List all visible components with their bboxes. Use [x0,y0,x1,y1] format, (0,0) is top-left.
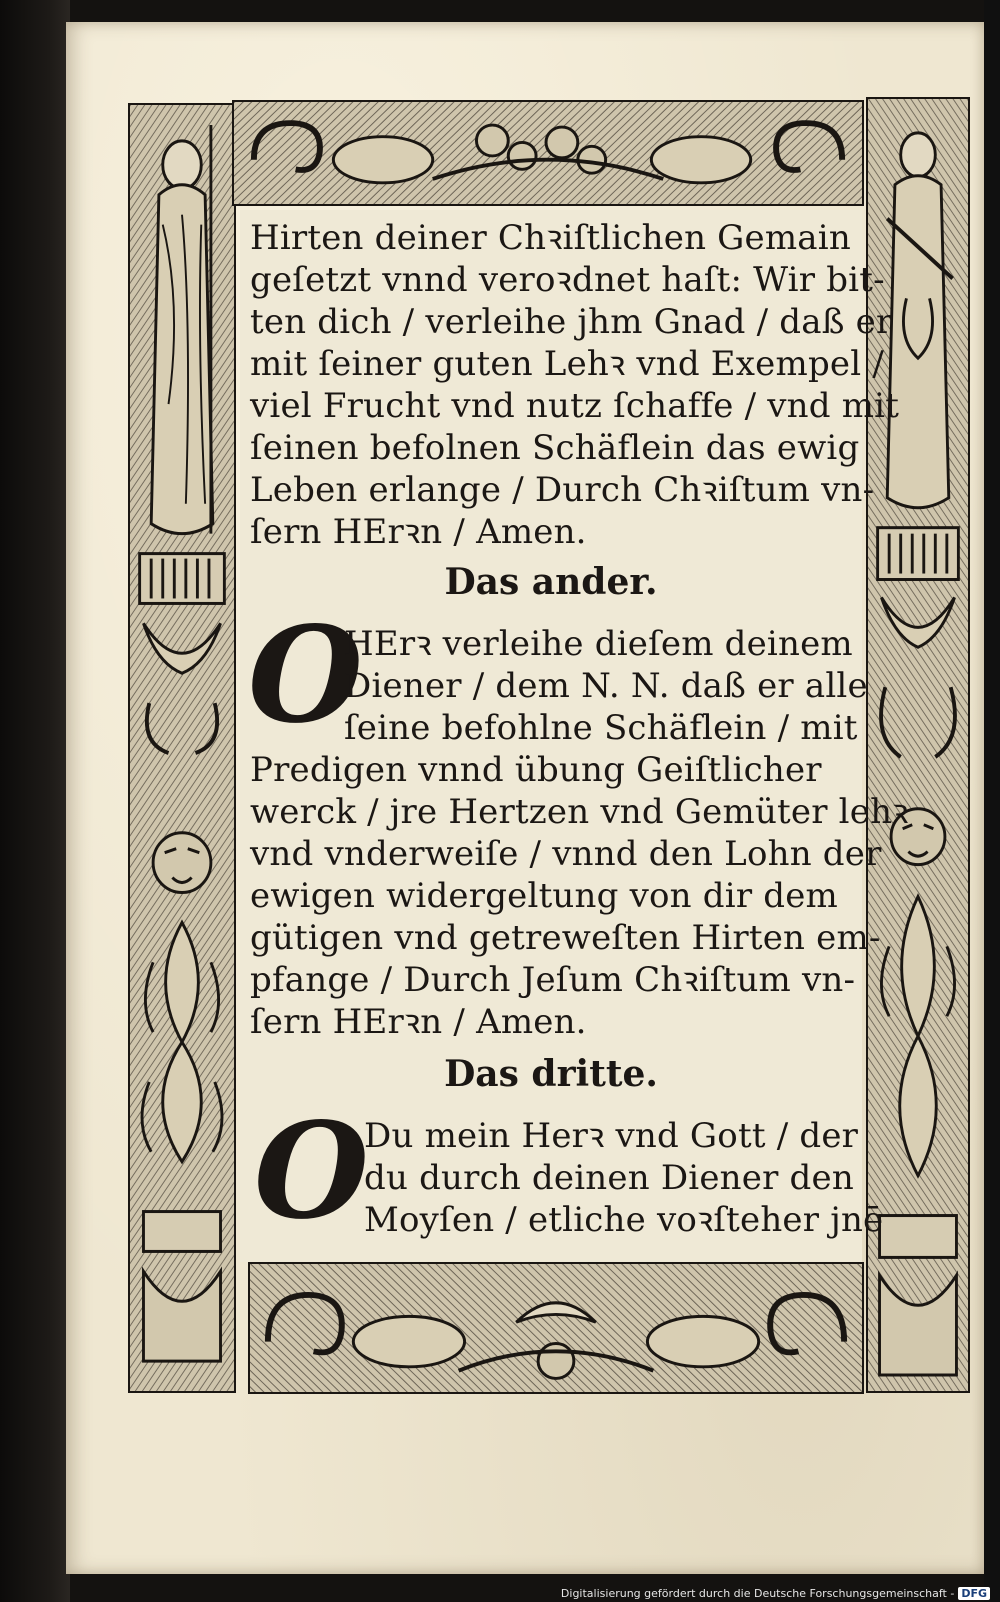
digitization-credit [561,1587,990,1600]
scanner-background-right [984,0,1000,1602]
text-line: Diener / dem N. N. daß er alle [344,666,868,706]
text-line: ſeine befohlne Schäflein / mit [344,708,858,748]
text-block [240,210,909,1262]
text-line: ſeinen befolnen Schäflein das ewig [250,428,860,468]
text-line: ſern HErꝛn / Amen. [250,1002,587,1042]
text-line: gütigen vnd getreweſten Hirten em- [250,918,881,958]
text-line: werck / jre Hertzen vnd Gemüter lehꝛ [250,792,909,832]
dfg-logo: DFG [958,1587,990,1600]
text-line: viel Frucht vnd nutz ſchaffe / vnd mit [250,386,900,426]
text-line: HErꝛ verleihe dieſem deinem [344,624,853,664]
text-line: pfange / Durch Jeſum Chꝛiſtum vn- [250,960,856,1000]
text-line: vnd vnderweiſe / vnnd den Lohn der [250,834,882,874]
credit-text: Digitalisierung gefördert durch die Deutsche Forschungsgemeinschaft - [560,1587,955,1600]
text-line: ewigen widergeltung von dir dem [250,876,839,916]
text-line: ten dich / verleihe jhm Gnad / daß er [250,302,893,342]
text-line: du durch deinen Diener den [364,1158,854,1198]
text-line: mit ſeiner guten Lehꝛ vnd Exempel / [250,344,884,384]
woodcut-left-ornament [130,105,234,1391]
woodcut-bottom-ornament [250,1264,862,1392]
text-line: geſetzt vnnd veroꝛdnet haſt: Wir bit- [250,260,885,300]
scanner-background-left [0,0,70,1602]
text-line: Hirten deiner Chꝛiſtlichen Gemain [250,218,851,258]
decorated-initial: O [254,1094,369,1249]
text-line: Leben erlange / Durch Chꝛiſtum vn- [250,470,875,510]
text-line: Du mein Herꝛ vnd Gott / der [364,1116,859,1156]
decorated-initial: O [248,598,363,753]
text-line: ſern HErꝛn / Amen. [250,512,587,552]
woodcut-border-bottom [248,1262,864,1394]
text-line: Predigen vnnd übung Geiſtlicher [250,750,822,790]
woodcut-border-top [232,100,864,206]
text-line: Moyſen / etliche voꝛſteher jnē [364,1200,884,1240]
section-heading: Das dritte. [444,1053,658,1095]
woodcut-border-left [128,103,236,1393]
woodcut-top-ornament [234,102,862,204]
section-heading: Das ander. [444,561,658,603]
